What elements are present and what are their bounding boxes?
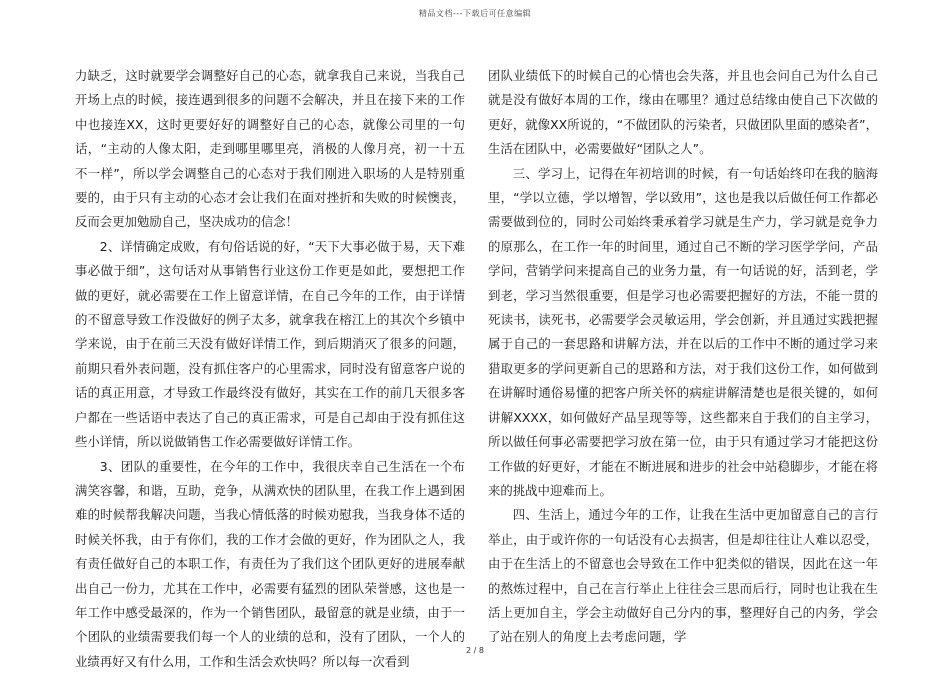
paragraph: 3、团队的重要性，在今年的工作中，我很庆幸自己生活在一个布满笑容馨，和谐，互助，竞争，从满欢快的团队里，在我工作上遇到困难的时候帮我解决问题，当我心情低落的时候劝慰我，当我身体不适的时候关怀我，由于有你们，我的工作才会做的更好，作为团队之人，我有责任做好自己的本职工作，有责任为了我们这个团队更好的进展奉献出自己一份力，尤其在工作中，必需要有猛烈的团队荣誉感，这也是一年工作中感受最深的，作为一个销售团队，最留意的就是业绩，由于一个团队的业绩需要我们每一个人的业绩的总和，没有了团队，一个人的业绩再好又有什么用，工作和生活会欢快吗？所以每一次看到 (75, 455, 465, 674)
paragraph: 力缺乏，这时就要学会调整好自己的心态，就拿我自己来说，当我自己开场上点的时候，接连遇到很多的问题不会解决，并且在接下来的工作中也接连XX，这时更要好好的调整好自己的心态，就像公司里的一句话，“主动的人像太阳，走到哪里哪里亮，消极的人像月亮，初一十五不一样”，所以学会调整自己的心态对于我们刚进入职场的人是特别重要的，由于只有主动的心态才会让我们在面对挫折和失败的时候懊丧，反而会更加勉励自己，坚决成功的信念！ (75, 64, 465, 235)
paragraph: 团队业绩低下的时候自己的心情也会失落，并且也会问自己为什么自己就是没有做好本周的工作，缘由在哪里？通过总结缘由使自己下次做的更好，就像XX所说的，“不做团队的污染者，只做团队里面的感染者”，生活在团队中，必需要做好“团队之人”。 (488, 64, 878, 162)
right-column (488, 64, 878, 650)
page-header: 精品文档---下载后可任意编辑 (0, 8, 950, 19)
paragraph: 三、学习上，记得在年初培训的时候，有一句话始终印在我的脑海里，“学以立德，学以增智，学以致用”，这也是我以后做任何工作都必需要做到位的，同时公司始终秉承着学习就是生产力，学习就是竞争力的原那么，在工作一年的时间里，通过自己不断的学习医学学问，产品学问，营销学问来提高自己的业务力量，有一句话说的好，活到老，学到老，学习当然很重要，但是学习也必需要把握好的方法，不能一贯的死读书，读死书，必需要学会灵敏运用，学会创新，并且通过实践把握属于自己的一套思路和讲解方法，并在以后的工作中不断的通过学习来猎取更多的学问更新自己的思路和方法，对于我们这份工作，如何做到在讲解时通俗易懂的把客户所关怀的病症讲解清楚也是很关键的，如何讲解XXXX，如何做好产品呈现等等，这些都来自于我们的自主学习，所以做任何事必需要把学习放在第一位，由于只有通过学习才能把这份工作做的好更好，才能在不断进展和进步的社会中站稳脚步，才能在将来的挑战中迎难而上。 (488, 162, 878, 504)
paragraph: 2、详情确定成败，有句俗话说的好，“天下大事必做于易，天下难事必做于细”，这句话对从事销售行业这份工作更是如此，要想把工作做的更好，就必需要在工作上留意详情，在自己今年的工作，由于详情的不留意导致工作没做好的例子太多，就拿我在榕江上的其次个乡镇中学来说，由于在前三天没有做好详情工作，到后期消灭了很多的问题，前期只看外表问题，没有抓住客户的心里需求，同时没有留意客户说的话的真正用意，才导致工作最终没有做好，其实在工作的前几天很多客户都在一些话语中表达了自己的真正需求，可是自己却由于没有抓住这些小详情，所以说做销售工作必需要做好详情工作。 (75, 235, 465, 455)
left-column (75, 64, 465, 674)
page-number: 2 / 8 (0, 646, 950, 655)
paragraph: 四、生活上，通过今年的工作，让我在生活中更加留意自己的言行举止，由于或许你的一句话没有心去损害，但是却往往让人难以忍受，由于在生活上的不留意也会导致在工作中犯类似的错误，因此在这一年的熬炼过程中，自己在言行举止上往往会三思而后行，同时也让我在生活上更加自主，学会主动做好自己分内的事，整理好自己的内务，学会了站在别人的角度上去考虑问题，学 (488, 503, 878, 649)
